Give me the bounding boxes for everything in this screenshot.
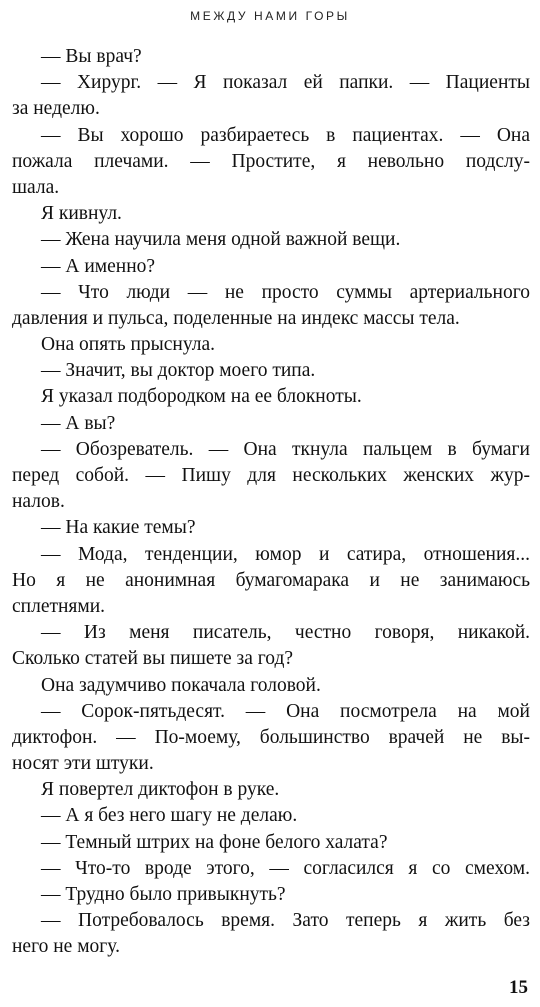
text-line: налов. [12, 491, 65, 513]
text-line: за неделю. [12, 98, 100, 120]
text-line: — Сорок-пятьдесят. — Она посмотрела на мой [41, 700, 530, 722]
text-line: — Жена научила меня одной важной вещи. [41, 229, 401, 251]
text-line: — Значит, вы доктор моего типа. [41, 360, 316, 382]
text-line: Она опять прыснула. [41, 334, 216, 356]
text-line: Она задумчиво покачала головой. [41, 674, 321, 696]
text-line: Я указал подбородком на ее блокноты. [41, 386, 362, 408]
text-line: носят эти штуки. [12, 753, 154, 775]
text-line: — Что люди — не просто суммы артериального [41, 281, 530, 303]
text-line: диктофон. — По-моему, большинство врачей не вы- [12, 726, 530, 748]
text-line: — А вы? [41, 412, 116, 434]
text-line: — Обозреватель. — Она ткнула пальцем в бумаги [41, 438, 530, 460]
text-line: — Трудно было привыкнуть? [41, 884, 286, 905]
text-line: Но я не анонимная бумагомарака и не занимаюсь [12, 569, 530, 591]
text-line: — А я без него шагу не делаю. [41, 805, 298, 827]
running-head-title: МЕЖДУ НАМИ ГОРЫ [190, 9, 350, 23]
body-text [12, 44, 530, 961]
page-number: 15 [509, 977, 528, 998]
text-line: — Из меня писатель, честно говоря, никакой. [41, 622, 530, 644]
text-line: — На какие темы? [41, 517, 196, 539]
text-line: перед собой. — Пишу для нескольких женских жур- [12, 465, 530, 486]
text-line: — Потребовалось время. Зато теперь я жить без [41, 910, 530, 932]
text-line: пожала плечами. — Простите, я невольно подслу- [12, 150, 530, 172]
text-line: — Вы хорошо разбираетесь в пациентах. — Она [41, 124, 530, 146]
text-line: Сколько статей вы пишете за год? [12, 648, 294, 670]
text-line: него не могу. [12, 936, 120, 958]
text-line: сплетнями. [12, 595, 106, 617]
text-line: — Что-то вроде этого, — согласился я со смехом. [41, 857, 530, 879]
text-line: — Темный штрих на фоне белого халата? [41, 831, 388, 853]
text-line: — Вы врач? [41, 46, 142, 67]
text-line: шала. [12, 176, 60, 198]
text-line: Я повертел диктофон в руке. [41, 779, 280, 801]
text-line: Я кивнул. [41, 203, 122, 225]
text-line: — Мода, тенденции, юмор и сатира, отношения... [41, 543, 530, 565]
text-line: давления и пульса, поделенные на индекс массы тела. [12, 307, 460, 329]
text-line: — Хирург. — Я показал ей папки. — Пациенты [41, 72, 530, 94]
text-line: — А именно? [41, 255, 156, 277]
